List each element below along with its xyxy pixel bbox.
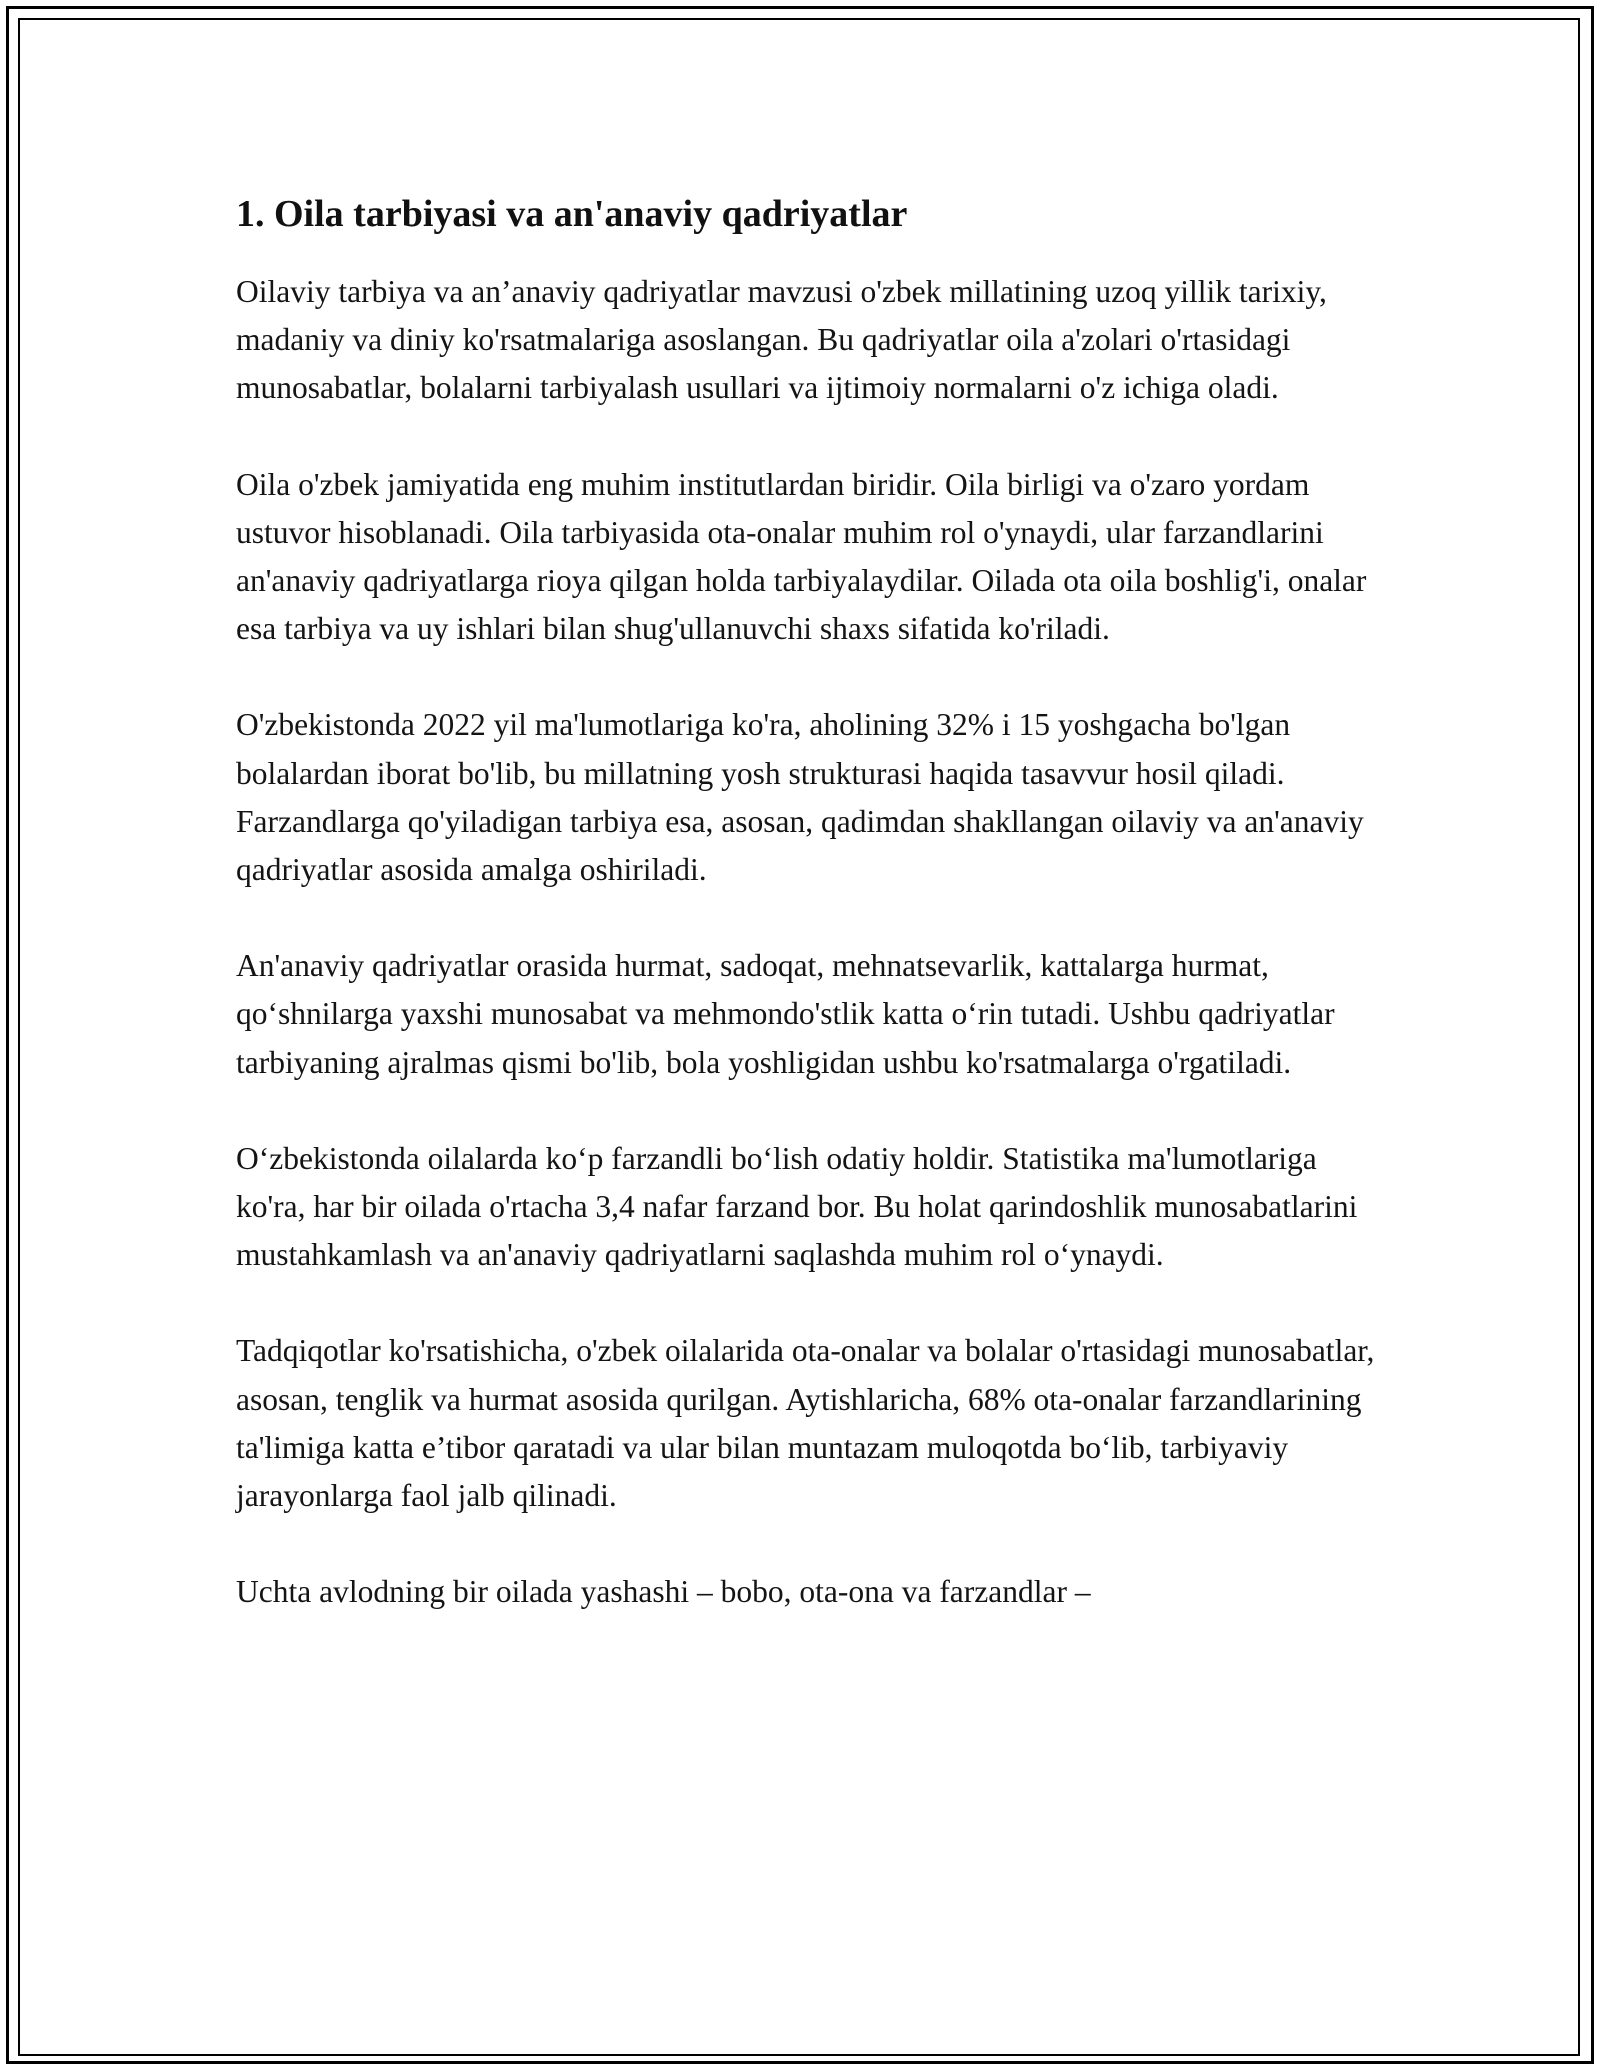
section-heading: 1. Oila tarbiyasi va an'anaviy qadriyatlar <box>236 193 908 235</box>
paragraph-1: Oilaviy tarbiya va an’anaviy qadriyatlar mavzusi o'zbek millatining uzoq yillik tarixiy, madaniy va diniy ko'rsatmalariga asoslangan. Bu qadriyatlar oila a'zolari o'rtasidagi munosabatlar, bolalarni tarbiyalash usullari va ijtimoiy normalarni o'z ichiga oladi. <box>236 274 1327 406</box>
paragraph-6: Tadqiqotlar ko'rsatishicha, o'zbek oilalarida ota-onalar va bolalar o'rtasidagi munosabatlar, asosan, tenglik va hurmat asosida qurilgan. Aytishlaricha, 68% ota-onalar farzandlarining ta'limiga katta e’tibor qaratadi va ular bilan muntazam muloqotda bo‘lib, tarbiyaviy jarayonlarga faol jalb qilinadi. <box>236 1333 1375 1514</box>
paragraph-7: Uchta avlodning bir oilada yashashi – bobo, ota-ona va farzandlar – <box>236 1574 1091 1610</box>
paragraph-2: Oila o'zbek jamiyatida eng muhim institutlardan biridir. Oila birligi va o'zaro yordam ustuvor hisoblanadi. Oila tarbiyasida ota-onalar muhim rol o'ynaydi, ular farzandlarini an'anaviy qadriyatlarga rioya qilgan holda tarbiyalaydilar. Oilada ota oila boshlig'i, onalar esa tarbiya va uy ishlari bilan shug'ullanuvchi shaxs sifatida ko'riladi. <box>236 466 1367 647</box>
document-body <box>236 188 1386 1664</box>
paragraph-3: O'zbekistonda 2022 yil ma'lumotlariga ko'ra, aholining 32% i 15 yoshgacha bo'lgan bolalardan iborat bo'lib, bu millatning yosh strukturasi haqida tasavvur hosil qiladi. Farzandlarga qo'yiladigan tarbiya esa, asosan, qadimdan shakllangan oilaviy va an'anaviy qadriyatlar asosida amalga oshiriladi. <box>236 707 1364 888</box>
paragraph-4: An'anaviy qadriyatlar orasida hurmat, sadoqat, mehnatsevarlik, kattalarga hurmat, qo‘shnilarga yaxshi munosabat va mehmondo'stlik katta o‘rin tutadi. Ushbu qadriyatlar tarbiyaning ajralmas qismi bo'lib, bola yoshligidan ushbu ko'rsatmalarga o'rgatiladi. <box>236 948 1335 1080</box>
paragraph-5: O‘zbekistonda oilalarda ko‘p farzandli bo‘lish odatiy holdir. Statistika ma'lumotlariga ko'ra, har bir oilada o'rtacha 3,4 nafar farzand bor. Bu holat qarindoshlik munosabatlarini mustahkamlash va an'anaviy qadriyatlarni saqlashda muhim rol o‘ynaydi. <box>236 1140 1358 1273</box>
